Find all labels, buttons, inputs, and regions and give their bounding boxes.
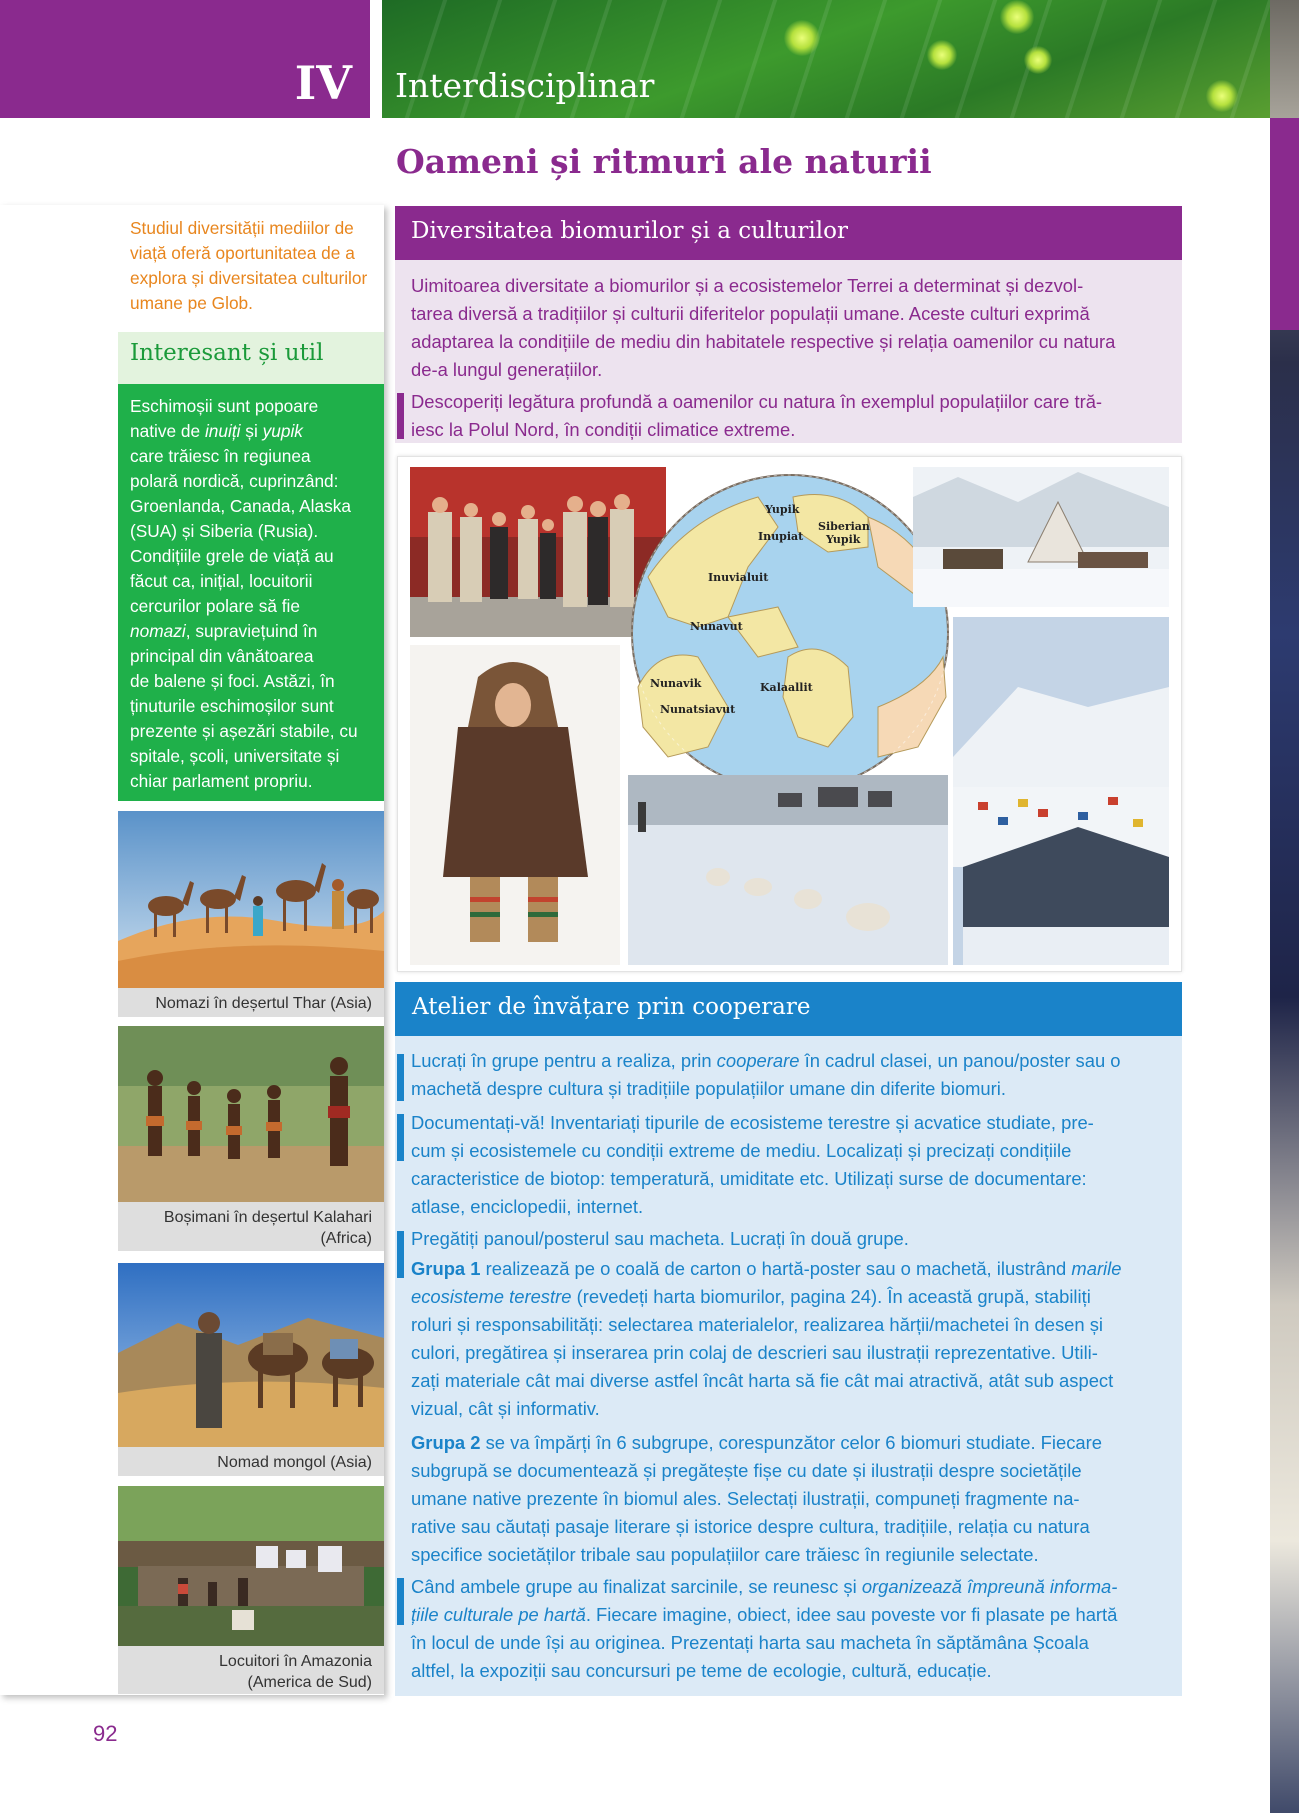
text-line: altfel, la expoziții sau concursuri pe teme de ecologie, cultură, educație. [411, 1660, 992, 1681]
photo-nenets-woman [410, 645, 620, 965]
map-label-inupiat: Inupiat [758, 530, 804, 543]
info-box-title: Interesant și util [130, 340, 324, 366]
group-1-label: Grupa 1 [411, 1258, 481, 1279]
photo-amazonia [118, 1486, 384, 1646]
text-line: umane native prezente în biomul ales. Selectați ilustrații, compuneți fragmente na- [411, 1488, 1080, 1509]
text-line: rative sau căutați pasaje literare și istorice despre cultura, tradițiile, relația cu natura [411, 1516, 1090, 1537]
caption-line: (Africa) [320, 1230, 372, 1247]
text-line: Grupa 1 realizează pe o coală de carton o hartă-poster sau o machetă, ilustrând marile [411, 1258, 1122, 1279]
text-line: în locul de unde își au originea. Prezentați harta sau macheta în săptămâna Școala [411, 1632, 1089, 1653]
arctic-photo-collage [397, 456, 1182, 972]
text-line: vizual, cât și informativ. [411, 1398, 600, 1419]
info-line: Condițiile grele de viață au [130, 546, 334, 566]
caption-line: Locuitori în Amazonia [219, 1653, 372, 1670]
text-line: zați materiale cât mai diverse astfel încât harta să fie cât mai atractivă, atât sub aspect [411, 1370, 1114, 1391]
text-line: tarea diversă a tradițiilor și culturii diferitelor populații umane. Aceste culturi exprimă [411, 303, 1090, 324]
text-line: iesc la Polul Nord, în condiții climatice extreme. [411, 419, 796, 440]
photo-sled-dogs [628, 775, 948, 965]
info-line: ținuturile eschimoșilor sunt [130, 696, 334, 716]
info-line: de balene și foci. Astăzi, în [130, 671, 335, 691]
map-label-siberian: Siberian [818, 520, 870, 533]
text-line: cum și ecosistemele cu condiții extreme de mediu. Localizați și precizați condițiile [411, 1140, 1072, 1161]
caption-mongol [118, 1447, 384, 1476]
info-line: făcut ca, inițial, locuitorii [130, 571, 313, 591]
group-2-label: Grupa 2 [411, 1432, 481, 1453]
map-label-kalaallit: Kalaallit [760, 681, 813, 694]
info-line: (SUA) și Siberia (Rusia). [130, 521, 319, 541]
task-marker [397, 393, 404, 439]
text-line: machetă despre cultura și tradițiile populațiilor umane din diferite biomuri. [411, 1078, 1006, 1099]
dew-drop-3 [1000, 0, 1034, 34]
text-line: atlase, enciclopedii, internet. [411, 1196, 644, 1217]
caption-line: (America de Sud) [247, 1674, 372, 1691]
unit-number-block [0, 0, 370, 118]
info-line: cercurilor polare să fie [130, 596, 301, 616]
caption-line: Boșimani în deșertul Kalahari [163, 1209, 372, 1226]
text-line: subgrupă se documentează și pregătește fișe cu date și ilustrații despre societățile [411, 1460, 1082, 1481]
dew-drop-4 [1024, 46, 1052, 74]
section-title-biomes: Diversitatea biomurilor și a culturilor [411, 218, 848, 244]
info-line: prezente și așezări stabile, cu [130, 721, 358, 741]
info-line: care trăiesc în regiunea [130, 446, 311, 466]
workshop-task-1 [411, 1047, 1169, 1103]
caption-amazonia [118, 1646, 384, 1694]
text-line: țiile culturale pe hartă. Fiecare imagine, obiect, idee sau poveste vor fi plasate pe hartă [411, 1604, 1118, 1625]
text-line: specifice societăților tribale sau populațiilor care trăiesc în regiunile selectate. [411, 1544, 1039, 1565]
info-line: principal din vânătoarea [130, 646, 314, 666]
info-line: chiar parlament propriu. [130, 771, 313, 791]
task-marker [397, 1578, 404, 1625]
info-line: native de inuiți și yupik [130, 421, 303, 441]
text-line: de-a lungul generațiilor. [411, 359, 603, 380]
text-line: Descoperiți legătura profundă a oamenilor cu natura în exemplul populațiilor care tră- [411, 391, 1103, 412]
caption-thar [118, 988, 384, 1017]
text-line: Când ambele grupe au finalizat sarcinile, se reunesc și organizează împreună informa- [411, 1576, 1118, 1597]
workshop-task-3 [411, 1225, 1169, 1253]
caption-kalahari [118, 1202, 384, 1251]
dew-drop-2 [927, 40, 957, 70]
page-number: 92 [93, 1721, 118, 1746]
group-1-paragraph [411, 1255, 1169, 1423]
unit-number: IV [294, 56, 352, 110]
group-2-paragraph [411, 1429, 1169, 1569]
photo-thar-nomads [118, 811, 384, 988]
task-marker [397, 1231, 404, 1278]
photo-kalahari-bushmen [118, 1026, 384, 1202]
dew-drop-5 [1206, 80, 1238, 112]
map-label-yupik: Yupik [765, 503, 800, 516]
arctic-peoples-map [632, 475, 948, 791]
info-line: Eschimoșii sunt popoare [130, 396, 319, 416]
info-line: polară nordică, cuprinzând: [130, 471, 339, 491]
text-line: Pregătiți panoul/posterul sau macheta. Lucrați în două grupe. [411, 1228, 909, 1249]
info-line: Groenlanda, Canada, Alaska [130, 496, 351, 516]
text-line: adaptarea la condițiile de mediu din habitatele respective și relația oamenilor cu natura [411, 331, 1116, 352]
map-label-nunavut: Nunavut [690, 620, 743, 633]
text-line: Uimitoarea diversitate a biomurilor și a ecosistemelor Terrei a determinat și dezvol- [411, 275, 1084, 296]
task-marker [397, 1114, 404, 1161]
caption-line: Nomad mongol (Asia) [217, 1454, 372, 1471]
text-line: roluri și responsabilități: selectarea materialelor, realizarea hărții/machetei în desen și [411, 1314, 1104, 1335]
text-line: culori, pregătirea și inserarea prin colaj de descrieri sau ilustrații reprezentative. Utili- [411, 1342, 1098, 1363]
dew-drop-1 [784, 20, 820, 56]
map-label-inuvialuit: Inuvialuit [708, 571, 769, 584]
workshop-task-final [411, 1573, 1169, 1685]
text-line: Lucrați în grupe pentru a realiza, prin cooperare în cadrul clasei, un panou/poster sau o [411, 1050, 1121, 1071]
text-line: Grupa 2 se va împărți în 6 subgrupe, corespunzător celor 6 biomuri studiate. Fiecare [411, 1432, 1103, 1453]
text-line: caracteristice de biotop: temperatură, umiditate etc. Utilizați surse de documentare: [411, 1168, 1087, 1189]
section-title-workshop: Atelier de învățare prin cooperare [412, 994, 811, 1020]
photo-greenland-village [953, 617, 1169, 965]
photo-inuit-group [410, 467, 666, 637]
page-title: Oameni și ritmuri ale naturii [396, 142, 932, 181]
map-label-nunatsiavut: Nunatsiavut [660, 703, 736, 716]
photo-mongol-nomad [118, 1263, 384, 1447]
info-line: nomazi, supraviețuind în [130, 621, 318, 641]
map-label-siberian-yupik: Yupik [826, 533, 861, 546]
map-label-nunavik: Nunavik [650, 677, 702, 690]
info-line: spitale, școli, universitate și [130, 746, 340, 766]
page-edge-accent [1270, 118, 1299, 330]
sidebar-intro: Studiul diversității mediilor de viață oferă oportunitatea de a explora și diversitatea culturilor umane pe Glob. [130, 218, 368, 313]
text-line: Documentați-vă! Inventariați tipurile de ecosisteme terestre și acvatice studiate, pre- [411, 1112, 1094, 1133]
task-marker [397, 1054, 404, 1101]
unit-title: Interdisciplinar [395, 66, 655, 105]
page-edge-top [1270, 0, 1299, 118]
biomes-paragraph [411, 272, 1169, 384]
caption-line: Nomazi în deșertul Thar (Asia) [155, 995, 372, 1012]
info-box-text [130, 394, 378, 794]
text-line: ecosisteme terestre (revedeți harta biomurilor, pagina 24). În această grupă, stabiliți [411, 1286, 1091, 1307]
workshop-task-2 [411, 1109, 1169, 1221]
photo-snow-camp [913, 467, 1169, 607]
biomes-task [411, 388, 1169, 444]
